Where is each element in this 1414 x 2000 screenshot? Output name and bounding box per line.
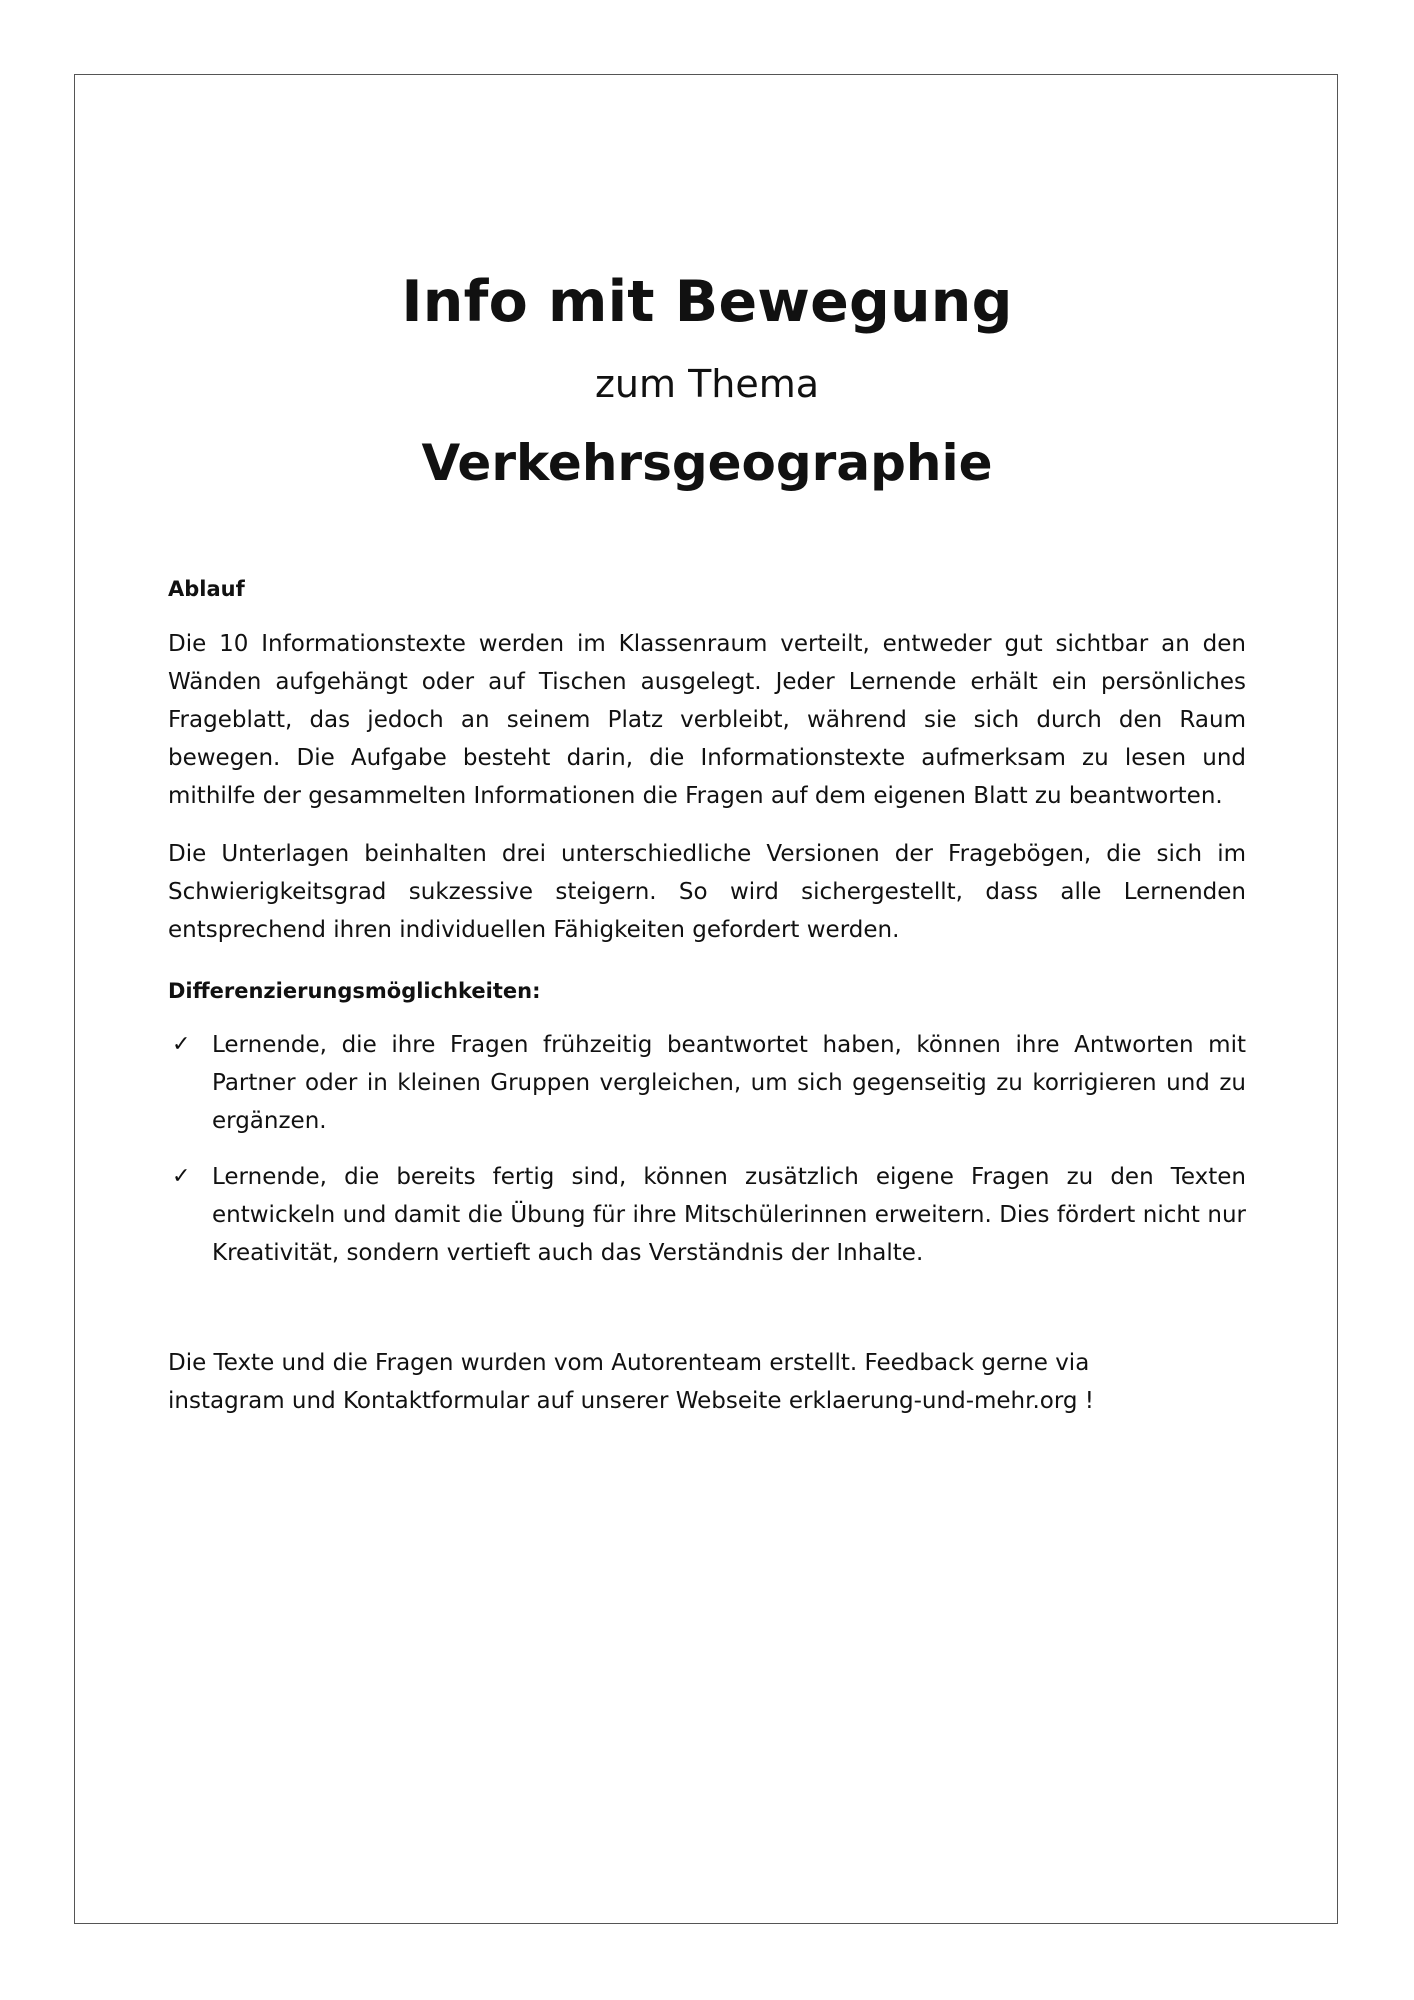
footer-note-line-2: instagram und Kontaktformular auf unserer Webseite erklaerung-und-mehr.org !	[168, 1387, 1095, 1414]
differenzierung-heading: Differenzierungsmöglichkeiten:	[168, 978, 541, 1003]
footer-note-line-1: Die Texte und die Fragen wurden vom Autorenteam erstellt. Feedback gerne via	[168, 1349, 1090, 1376]
ablauf-heading: Ablauf	[168, 577, 245, 602]
document-topic: Verkehrsgeographie	[421, 434, 993, 493]
list-item-text: Lernende, die ihre Fragen frühzeitig beantwortet haben, können ihre Antworten mit Partner oder in kleinen Gruppen vergleichen, um sich gegenseitig zu korrigieren und zu ergänzen.	[212, 1031, 1246, 1134]
document-subtitle: zum Thema	[594, 361, 820, 406]
ablauf-paragraph-2: Die Unterlagen beinhalten drei unterschiedliche Versionen der Fragebögen, die sich im Schwierigkeitsgrad sukzessive steigern. So wird sichergestellt, dass alle Lernenden entsprechend ihren individuellen Fähigkeiten gefordert werden.	[168, 840, 1246, 943]
checkmark-icon: ✓	[172, 1163, 191, 1189]
differenzierung-list	[168, 1026, 1246, 1272]
checkmark-icon: ✓	[172, 1031, 191, 1057]
document-content	[168, 270, 1246, 1420]
footer-note	[168, 1344, 1246, 1420]
ablauf-paragraph-1: Die 10 Informationstexte werden im Klassenraum verteilt, entweder gut sichtbar an den Wänden aufgehängt oder auf Tischen ausgelegt. Jeder Lernende erhält ein persönliches Frageblatt, das jedoch an seinem Platz verbleibt, während sie sich durch den Raum bewegen. Die Aufgabe besteht darin, die Informationstexte aufmerksam zu lesen und mithilfe der gesammelten Informationen die Fragen auf dem eigenen Blatt zu beantworten.	[168, 630, 1246, 809]
list-item	[168, 1158, 1246, 1272]
list-item	[168, 1026, 1246, 1140]
document-title: Info mit Bewegung	[401, 269, 1013, 335]
list-item-text: Lernende, die bereits fertig sind, können zusätzlich eigene Fragen zu den Texten entwickeln und damit die Übung für ihre Mitschülerinnen erweitern. Dies fördert nicht nur Kreativität, sondern vertieft auch das Verständnis der Inhalte.	[212, 1163, 1246, 1266]
